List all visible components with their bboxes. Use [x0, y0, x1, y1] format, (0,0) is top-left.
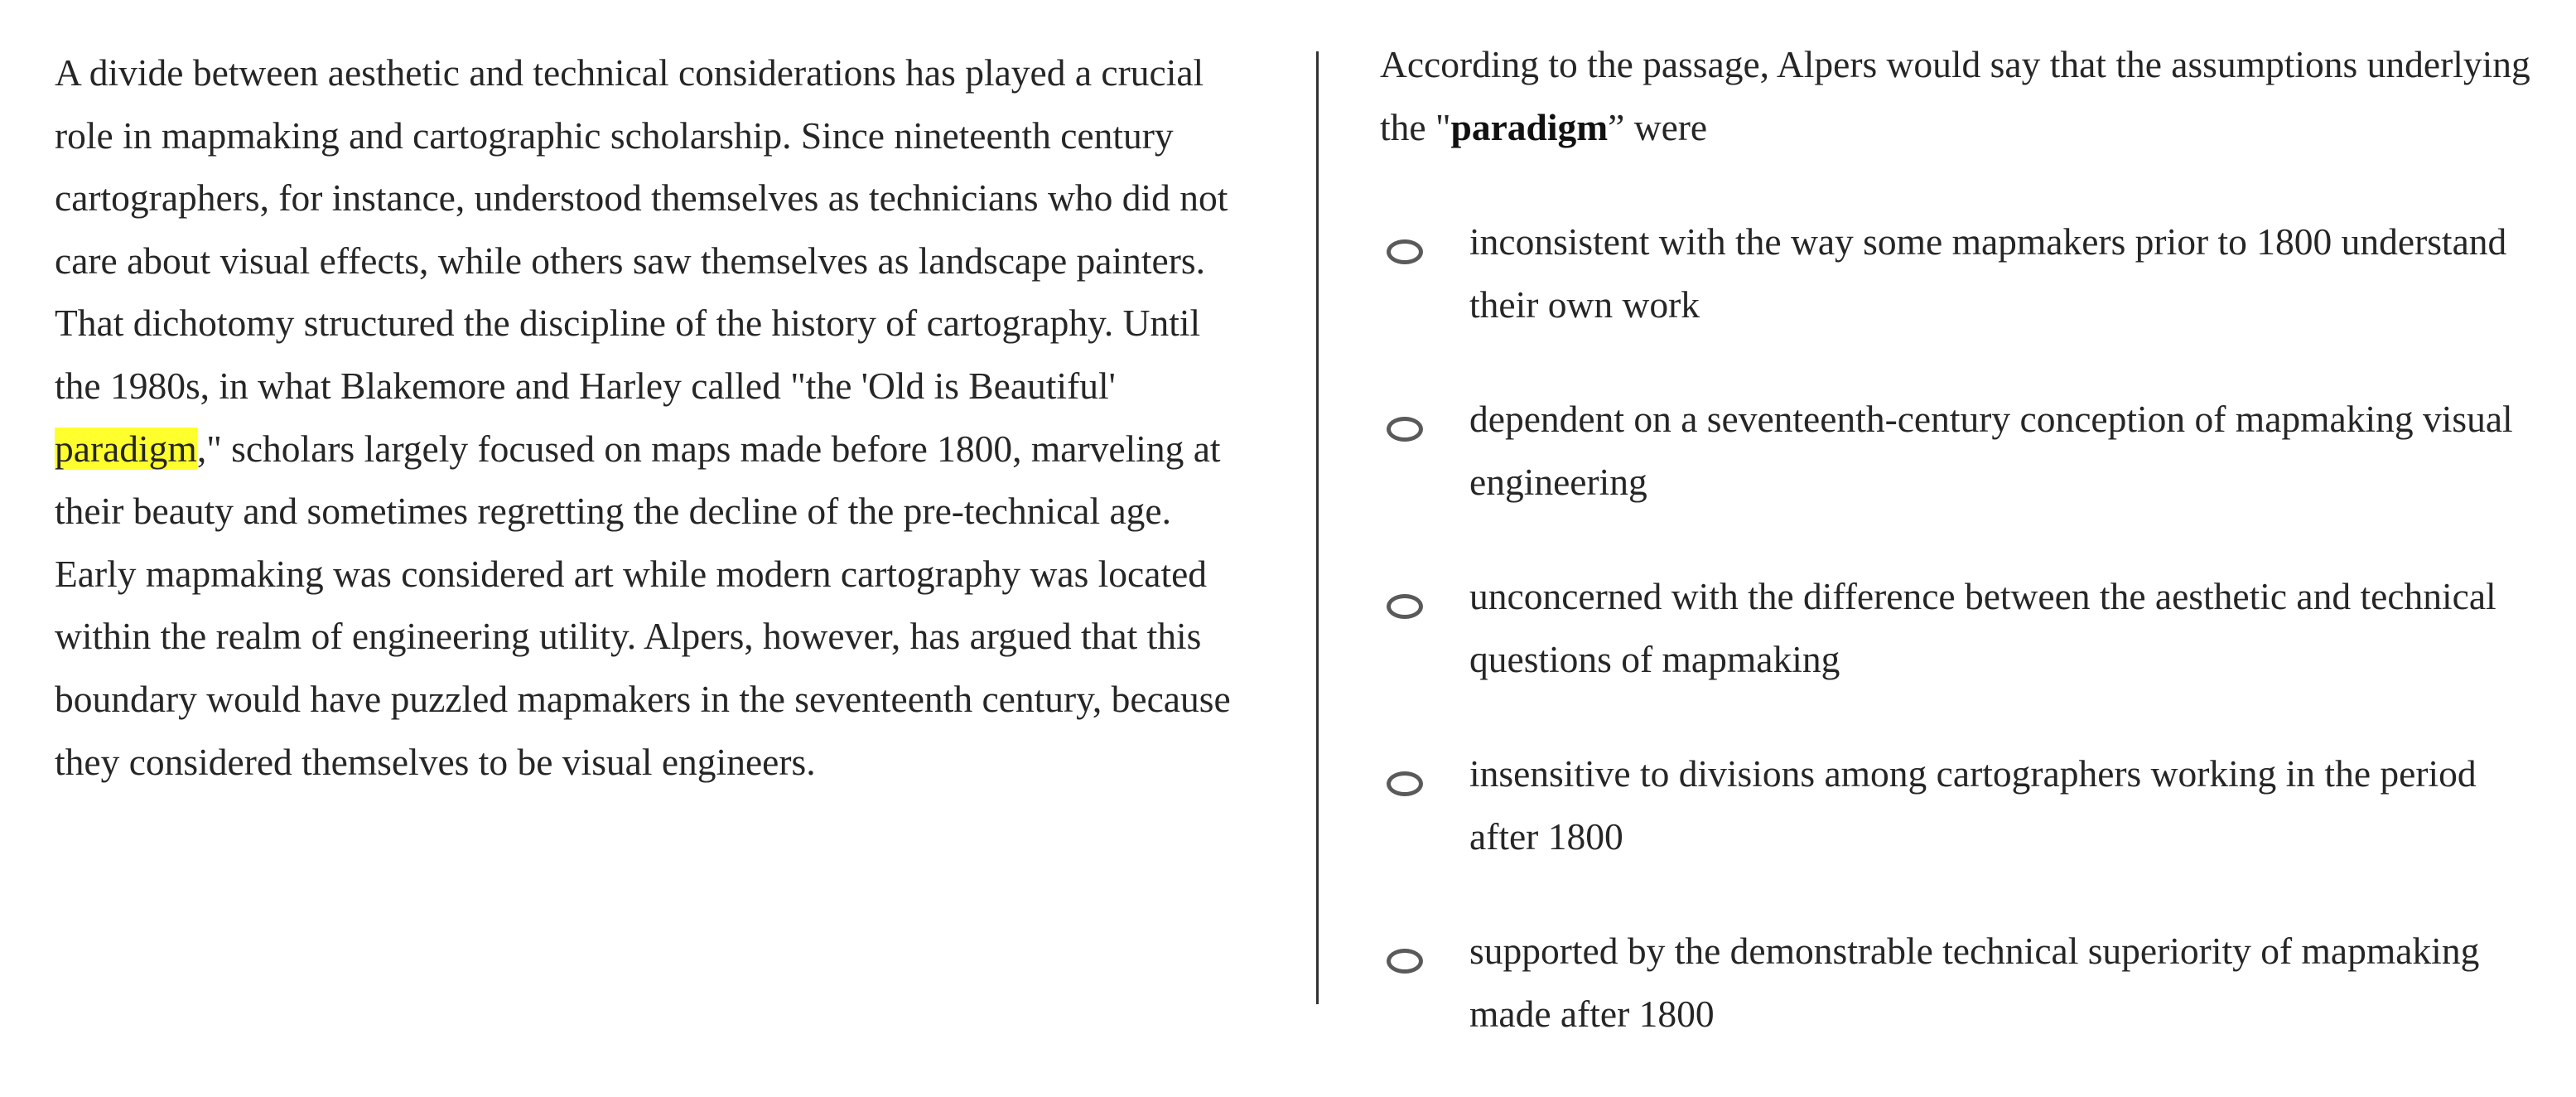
radio-button-icon[interactable] — [1387, 239, 1423, 264]
question-stem-after: ” were — [1608, 105, 1708, 148]
answer-option-label[interactable]: dependent on a seventeenth-century conception of mapmaking visual engineering — [1469, 398, 2513, 503]
radio-button-icon[interactable] — [1387, 771, 1423, 796]
question-stem-keyword: paradigm — [1450, 105, 1609, 148]
panel-divider[interactable] — [1316, 51, 1319, 1004]
answer-options — [1380, 210, 2556, 1097]
answer-option-label[interactable]: inconsistent with the way some mapmakers prior to 1800 understand their own work — [1469, 220, 2507, 326]
answer-option-2[interactable] — [1380, 388, 2556, 565]
answer-option-label[interactable]: unconcerned with the difference between the aesthetic and technical questions of mapmaking — [1469, 575, 2496, 680]
answer-option-4[interactable] — [1380, 742, 2556, 920]
passage-paragraph — [55, 41, 1247, 793]
answer-option-label[interactable]: insensitive to divisions among cartographers working in the period after 1800 — [1469, 752, 2477, 858]
answer-option-label[interactable]: supported by the demonstrable technical superiority of mapmaking made after 1800 — [1469, 930, 2480, 1035]
reading-passage — [55, 41, 1247, 793]
passage-text-after: ," scholars largely focused on maps made before 1800, marveling at their beauty and sometimes regretting the decline of the pre-technical age. Early mapmaking was considered art while modern cartography was located within the realm of engineering utility. Alpers, however, has argued that this boundary would have puzzled mapmakers in the seventeenth century, because they considered themselves to be visual engineers. — [55, 427, 1231, 783]
answer-option-3[interactable] — [1380, 565, 2556, 742]
highlighted-word: paradigm — [55, 427, 197, 470]
question-panel — [1380, 33, 2556, 1035]
question-stem — [1380, 33, 2556, 158]
radio-button-icon[interactable] — [1387, 417, 1423, 442]
question-stem-before: According to the passage, Alpers would say that the assumptions underlying the " — [1380, 43, 2530, 148]
answer-option-1[interactable] — [1380, 210, 2556, 388]
radio-button-icon[interactable] — [1387, 594, 1423, 619]
radio-button-icon[interactable] — [1387, 949, 1423, 974]
answer-option-5[interactable] — [1380, 920, 2556, 1097]
passage-text-before: A divide between aesthetic and technical considerations has played a crucial role in mapmaking and cartographic scholarship. Since nineteenth century cartographers, for instance, understood themselves as technicians who did not care about visual effects, while others saw themselves as landscape painters. That dichotomy structured the discipline of the history of cartography. Until the 1980s, in what Blakemore and Harley called "the 'Old is Beautiful' — [55, 51, 1228, 407]
